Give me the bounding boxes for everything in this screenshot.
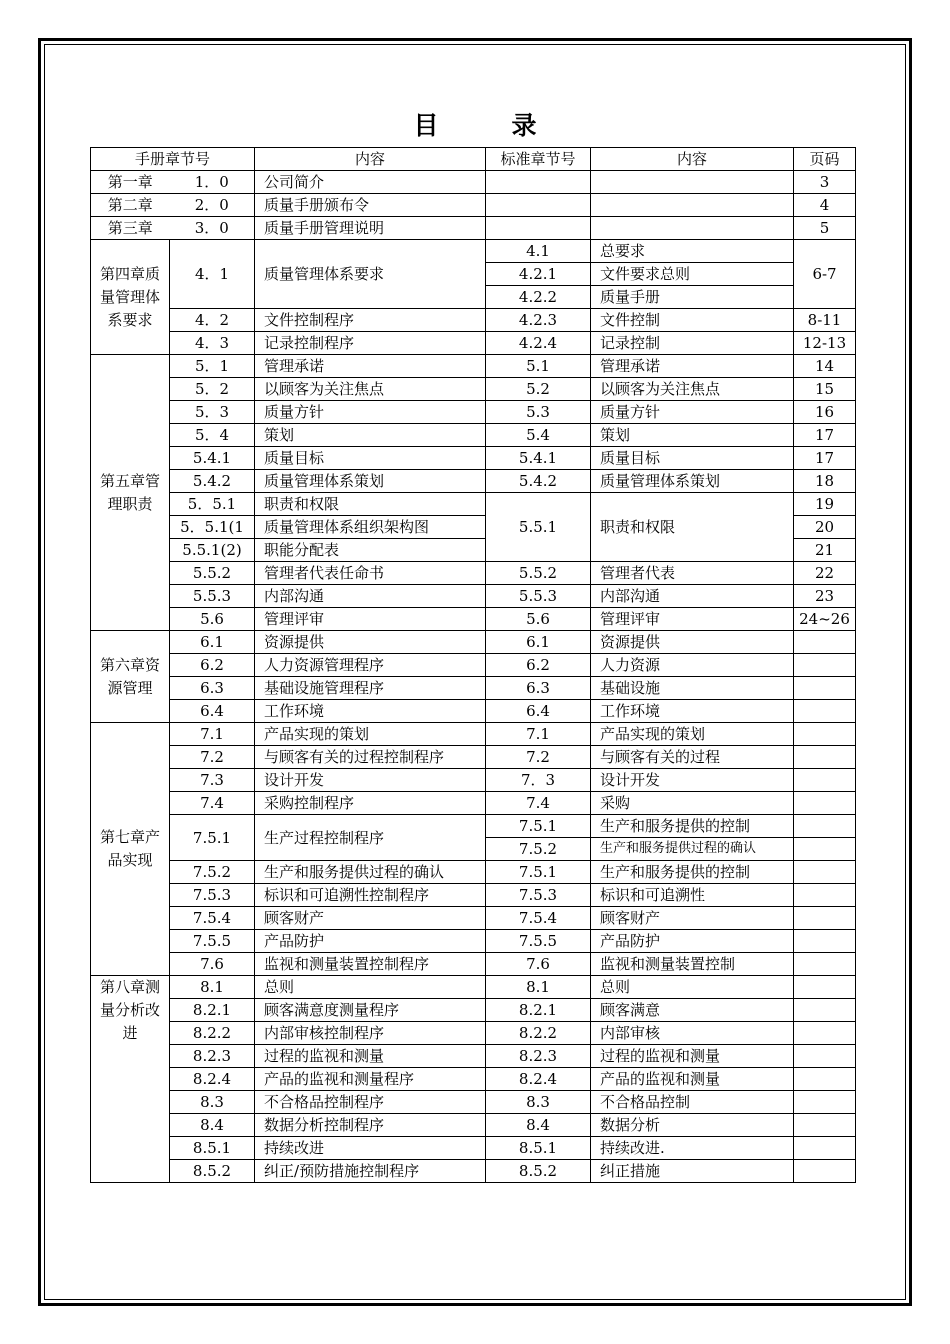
standard-content: 标识和可追溯性	[591, 884, 794, 907]
manual-content: 质量手册管理说明	[255, 217, 486, 240]
page-number: 22	[794, 562, 856, 585]
chapter-label: 第五章管理职责	[91, 355, 170, 631]
header-standard-section: 标准章节号	[486, 148, 591, 171]
manual-section: 7.5.3	[170, 884, 255, 907]
standard-section: 7.1	[486, 723, 591, 746]
table-row	[91, 194, 856, 217]
page-number	[794, 838, 856, 861]
manual-content: 监视和测量装置控制程序	[255, 953, 486, 976]
table-row	[91, 355, 856, 378]
page-number: 17	[794, 424, 856, 447]
page-number: 4	[794, 194, 856, 217]
page-number	[794, 815, 856, 838]
standard-content: 数据分析	[591, 1114, 794, 1137]
standard-section: 7.5.3	[486, 884, 591, 907]
manual-section: 7.5.5	[170, 930, 255, 953]
page-number	[794, 700, 856, 723]
manual-content: 设计开发	[255, 769, 486, 792]
manual-section: 5.4.1	[170, 447, 255, 470]
page-number	[794, 746, 856, 769]
manual-content: 工作环境	[255, 700, 486, 723]
standard-content: 管理者代表	[591, 562, 794, 585]
page-number	[794, 677, 856, 700]
table-row	[91, 1022, 856, 1045]
manual-section: 8.2.4	[170, 1068, 255, 1091]
table-row	[91, 493, 856, 516]
manual-content: 基础设施管理程序	[255, 677, 486, 700]
manual-content: 产品防护	[255, 930, 486, 953]
manual-section: 4．2	[170, 309, 255, 332]
table-row	[91, 861, 856, 884]
page-number	[794, 976, 856, 999]
manual-content: 策划	[255, 424, 486, 447]
standard-content: 内部审核	[591, 1022, 794, 1045]
standard-section: 7.5.5	[486, 930, 591, 953]
manual-content: 数据分析控制程序	[255, 1114, 486, 1137]
standard-content: 采购	[591, 792, 794, 815]
standard-section: 5.4.1	[486, 447, 591, 470]
page-number: 20	[794, 516, 856, 539]
page-number	[794, 769, 856, 792]
table-row	[91, 999, 856, 1022]
manual-section: 8.2.2	[170, 1022, 255, 1045]
standard-content: 顾客满意	[591, 999, 794, 1022]
page-number	[794, 1160, 856, 1183]
toc-table	[90, 147, 856, 1183]
table-row	[91, 424, 856, 447]
manual-section: 4．3	[170, 332, 255, 355]
manual-content: 管理者代表任命书	[255, 562, 486, 585]
table-row	[91, 654, 856, 677]
manual-section: 8.5.1	[170, 1137, 255, 1160]
standard-section: 8.2.1	[486, 999, 591, 1022]
standard-content: 生产和服务提供的控制	[591, 815, 794, 838]
standard-section: 4.2.2	[486, 286, 591, 309]
table-row	[91, 171, 856, 194]
standard-section: 4.1	[486, 240, 591, 263]
standard-content: 质量目标	[591, 447, 794, 470]
table-row	[91, 240, 856, 263]
standard-section	[486, 194, 591, 217]
manual-section: 8.2.1	[170, 999, 255, 1022]
standard-content: 持续改进.	[591, 1137, 794, 1160]
standard-content: 产品实现的策划	[591, 723, 794, 746]
page-number: 21	[794, 539, 856, 562]
standard-content: 生产和服务提供过程的确认	[591, 838, 794, 861]
page-number: 8-11	[794, 309, 856, 332]
standard-section: 8.3	[486, 1091, 591, 1114]
page-number: 5	[794, 217, 856, 240]
manual-section: 8.3	[170, 1091, 255, 1114]
manual-content: 职责和权限	[255, 493, 486, 516]
manual-content: 质量管理体系策划	[255, 470, 486, 493]
manual-content: 不合格品控制程序	[255, 1091, 486, 1114]
page-number: 23	[794, 585, 856, 608]
manual-content: 职能分配表	[255, 539, 486, 562]
standard-content: 不合格品控制	[591, 1091, 794, 1114]
page-number	[794, 884, 856, 907]
page-number: 19	[794, 493, 856, 516]
standard-section: 5.4.2	[486, 470, 591, 493]
standard-section: 8.5.1	[486, 1137, 591, 1160]
standard-section: 8.2.4	[486, 1068, 591, 1091]
page-number	[794, 1045, 856, 1068]
table-row	[91, 562, 856, 585]
manual-section: 4．1	[170, 240, 255, 309]
manual-section: 6.1	[170, 631, 255, 654]
manual-content: 过程的监视和测量	[255, 1045, 486, 1068]
standard-content: 人力资源	[591, 654, 794, 677]
manual-section: 2．0	[170, 194, 255, 217]
manual-content: 顾客财产	[255, 907, 486, 930]
standard-section: 8.1	[486, 976, 591, 999]
standard-section: 8.5.2	[486, 1160, 591, 1183]
header-content: 内容	[255, 148, 486, 171]
standard-section: 7.4	[486, 792, 591, 815]
manual-section: 7.5.4	[170, 907, 255, 930]
manual-content: 内部沟通	[255, 585, 486, 608]
standard-content: 文件控制	[591, 309, 794, 332]
chapter-label: 第六章资源管理	[91, 631, 170, 723]
standard-content: 质量手册	[591, 286, 794, 309]
manual-content: 内部审核控制程序	[255, 1022, 486, 1045]
standard-section: 6.2	[486, 654, 591, 677]
manual-content: 质量方针	[255, 401, 486, 424]
page-number	[794, 953, 856, 976]
manual-section: 7.2	[170, 746, 255, 769]
standard-section: 6.1	[486, 631, 591, 654]
table-row	[91, 608, 856, 631]
manual-content: 管理承诺	[255, 355, 486, 378]
standard-content: 管理评审	[591, 608, 794, 631]
manual-section: 5．5.1	[170, 493, 255, 516]
manual-section: 5.5.3	[170, 585, 255, 608]
table-row	[91, 401, 856, 424]
manual-content: 生产和服务提供过程的确认	[255, 861, 486, 884]
standard-content: 顾客财产	[591, 907, 794, 930]
standard-section: 5.5.2	[486, 562, 591, 585]
manual-section: 8.1	[170, 976, 255, 999]
manual-content: 资源提供	[255, 631, 486, 654]
manual-content: 文件控制程序	[255, 309, 486, 332]
manual-content: 质量管理体系要求	[255, 240, 486, 309]
table-row	[91, 930, 856, 953]
standard-content: 与顾客有关的过程	[591, 746, 794, 769]
standard-section: 7．3	[486, 769, 591, 792]
standard-section: 7.5.1	[486, 861, 591, 884]
standard-content: 质量方针	[591, 401, 794, 424]
manual-section: 5．2	[170, 378, 255, 401]
manual-section: 3．0	[170, 217, 255, 240]
table-row	[91, 907, 856, 930]
table-row	[91, 1068, 856, 1091]
manual-section: 7.5.2	[170, 861, 255, 884]
chapter-label: 第七章产品实现	[91, 723, 170, 976]
table-row	[91, 815, 856, 838]
standard-content: 资源提供	[591, 631, 794, 654]
standard-content: 设计开发	[591, 769, 794, 792]
manual-content: 质量管理体系组织架构图	[255, 516, 486, 539]
chapter-label: 第二章	[91, 194, 170, 217]
page-number: 3	[794, 171, 856, 194]
standard-section: 7.5.2	[486, 838, 591, 861]
manual-section: 7.3	[170, 769, 255, 792]
manual-content: 产品的监视和测量程序	[255, 1068, 486, 1091]
standard-content: 总则	[591, 976, 794, 999]
page-number	[794, 1068, 856, 1091]
standard-section: 5.6	[486, 608, 591, 631]
page-number: 15	[794, 378, 856, 401]
table-row	[91, 792, 856, 815]
manual-content: 顾客满意度测量程序	[255, 999, 486, 1022]
page-number: 18	[794, 470, 856, 493]
standard-content: 过程的监视和测量	[591, 1045, 794, 1068]
manual-content: 总则	[255, 976, 486, 999]
table-row	[91, 700, 856, 723]
manual-section: 5.4.2	[170, 470, 255, 493]
standard-content: 基础设施	[591, 677, 794, 700]
table-row	[91, 1091, 856, 1114]
standard-content: 产品防护	[591, 930, 794, 953]
table-row	[91, 309, 856, 332]
standard-content: 职责和权限	[591, 493, 794, 562]
page-title: 目 录	[413, 111, 561, 140]
manual-section: 5．4	[170, 424, 255, 447]
standard-section: 7.5.1	[486, 815, 591, 838]
manual-content: 管理评审	[255, 608, 486, 631]
table-row	[91, 585, 856, 608]
manual-section: 6.4	[170, 700, 255, 723]
standard-section	[486, 171, 591, 194]
table-row	[91, 1137, 856, 1160]
page-number: 16	[794, 401, 856, 424]
table-row	[91, 976, 856, 999]
page-number: 24~26	[794, 608, 856, 631]
standard-content: 质量管理体系策划	[591, 470, 794, 493]
header-standard-content: 内容	[591, 148, 794, 171]
header-manual-section: 手册章节号	[91, 148, 255, 171]
standard-content: 管理承诺	[591, 355, 794, 378]
standard-section: 4.2.3	[486, 309, 591, 332]
standard-section: 5.2	[486, 378, 591, 401]
standard-content: 记录控制	[591, 332, 794, 355]
table-row	[91, 447, 856, 470]
manual-section: 5．3	[170, 401, 255, 424]
table-row	[91, 1114, 856, 1137]
manual-content: 以顾客为关注焦点	[255, 378, 486, 401]
page-number	[794, 1114, 856, 1137]
manual-content: 纠正/预防措施控制程序	[255, 1160, 486, 1183]
standard-section: 5.5.3	[486, 585, 591, 608]
standard-section: 4.2.4	[486, 332, 591, 355]
page-number	[794, 861, 856, 884]
chapter-label: 第四章质量管理体系要求	[91, 240, 170, 355]
chapter-label: 第三章	[91, 217, 170, 240]
standard-section: 7.2	[486, 746, 591, 769]
manual-section: 6.3	[170, 677, 255, 700]
manual-content: 标识和可追溯性控制程序	[255, 884, 486, 907]
standard-content: 内部沟通	[591, 585, 794, 608]
page-number	[794, 907, 856, 930]
standard-section: 7.5.4	[486, 907, 591, 930]
standard-section: 5.4	[486, 424, 591, 447]
page-number	[794, 792, 856, 815]
standard-content: 工作环境	[591, 700, 794, 723]
manual-section: 7.6	[170, 953, 255, 976]
manual-section: 5．1	[170, 355, 255, 378]
standard-content	[591, 171, 794, 194]
manual-section: 7.1	[170, 723, 255, 746]
page-number: 17	[794, 447, 856, 470]
manual-content: 公司简介	[255, 171, 486, 194]
manual-content: 持续改进	[255, 1137, 486, 1160]
table-row	[91, 470, 856, 493]
page-number	[794, 999, 856, 1022]
chapter-label: 第八章测量分析改进	[91, 976, 170, 1183]
standard-content: 监视和测量装置控制	[591, 953, 794, 976]
manual-section: 7.4	[170, 792, 255, 815]
manual-content: 质量手册颁布令	[255, 194, 486, 217]
page-number	[794, 723, 856, 746]
standard-content: 纠正措施	[591, 1160, 794, 1183]
page-number	[794, 631, 856, 654]
page-number: 12-13	[794, 332, 856, 355]
standard-section: 6.4	[486, 700, 591, 723]
manual-content: 产品实现的策划	[255, 723, 486, 746]
standard-section: 8.2.2	[486, 1022, 591, 1045]
page-number	[794, 930, 856, 953]
chapter-label: 第一章	[91, 171, 170, 194]
standard-section: 5.3	[486, 401, 591, 424]
table-row	[91, 332, 856, 355]
page-number	[794, 654, 856, 677]
manual-section: 5.6	[170, 608, 255, 631]
standard-section: 6.3	[486, 677, 591, 700]
table-row	[91, 884, 856, 907]
manual-content: 与顾客有关的过程控制程序	[255, 746, 486, 769]
manual-section: 7.5.1	[170, 815, 255, 861]
manual-content: 记录控制程序	[255, 332, 486, 355]
manual-section: 1．0	[170, 171, 255, 194]
standard-content	[591, 194, 794, 217]
page-number: 6-7	[794, 240, 856, 309]
standard-content: 策划	[591, 424, 794, 447]
standard-section: 5.5.1	[486, 493, 591, 562]
standard-content: 以顾客为关注焦点	[591, 378, 794, 401]
standard-content: 生产和服务提供的控制	[591, 861, 794, 884]
table-row	[91, 677, 856, 700]
manual-content: 采购控制程序	[255, 792, 486, 815]
standard-section: 5.1	[486, 355, 591, 378]
standard-section: 7.6	[486, 953, 591, 976]
standard-content	[591, 217, 794, 240]
table-row	[91, 723, 856, 746]
page-number: 14	[794, 355, 856, 378]
manual-content: 质量目标	[255, 447, 486, 470]
standard-content: 总要求	[591, 240, 794, 263]
header-page: 页码	[794, 148, 856, 171]
standard-content: 产品的监视和测量	[591, 1068, 794, 1091]
manual-section: 5.5.2	[170, 562, 255, 585]
table-row	[91, 769, 856, 792]
manual-section: 5.5.1(2)	[170, 539, 255, 562]
table-row	[91, 1160, 856, 1183]
page-number	[794, 1022, 856, 1045]
manual-section: 5．5.1(1	[170, 516, 255, 539]
manual-section: 8.5.2	[170, 1160, 255, 1183]
table-row	[91, 631, 856, 654]
standard-section: 4.2.1	[486, 263, 591, 286]
standard-content: 文件要求总则	[591, 263, 794, 286]
table-row	[91, 953, 856, 976]
manual-section: 8.2.3	[170, 1045, 255, 1068]
page-number	[794, 1137, 856, 1160]
table-row	[91, 746, 856, 769]
table-row	[91, 217, 856, 240]
standard-section	[486, 217, 591, 240]
standard-section: 8.4	[486, 1114, 591, 1137]
header-row	[91, 148, 856, 171]
standard-section: 8.2.3	[486, 1045, 591, 1068]
table-row	[91, 1045, 856, 1068]
manual-content: 人力资源管理程序	[255, 654, 486, 677]
page-number	[794, 1091, 856, 1114]
table-row	[91, 378, 856, 401]
manual-section: 8.4	[170, 1114, 255, 1137]
manual-section: 6.2	[170, 654, 255, 677]
manual-content: 生产过程控制程序	[255, 815, 486, 861]
